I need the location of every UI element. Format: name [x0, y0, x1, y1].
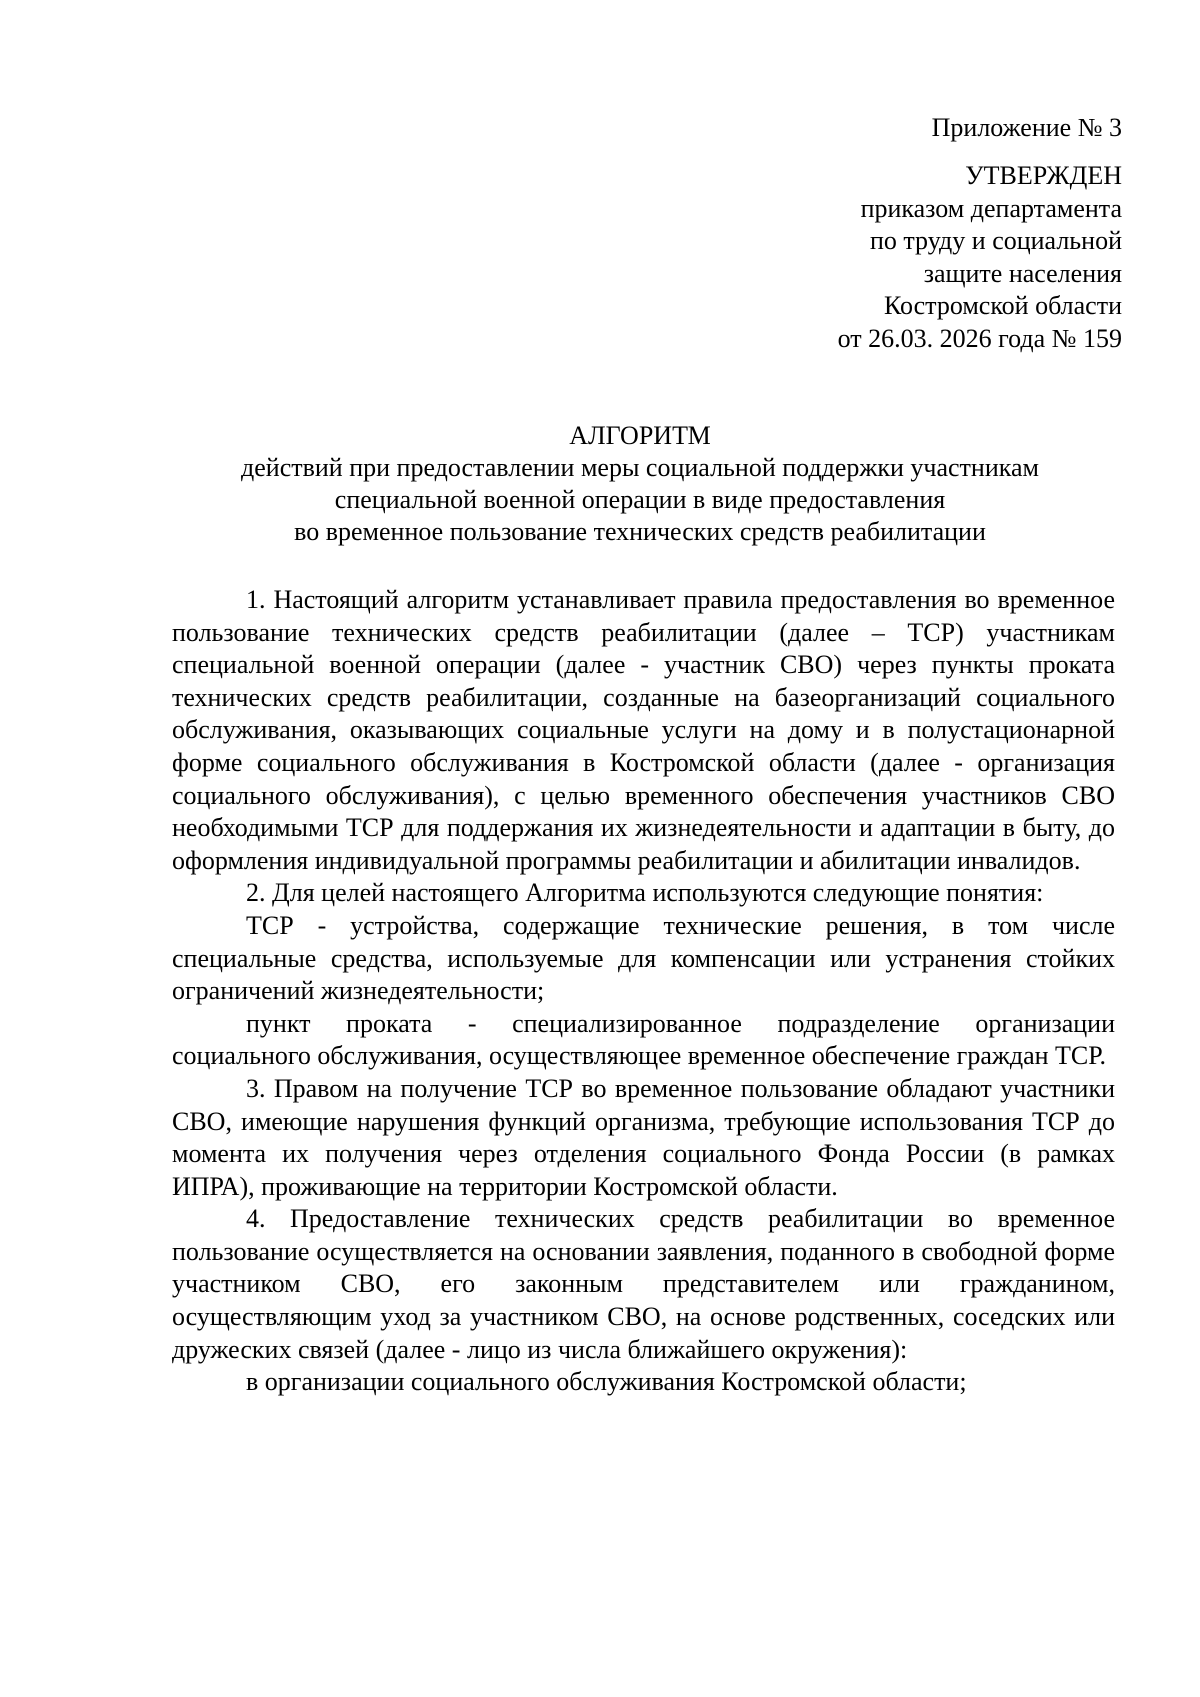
document-subtitle-line: во временное пользование технических средств реабилитации: [294, 517, 986, 546]
paragraph-2: 2. Для целей настоящего Алгоритма используются следующие понятия:: [246, 878, 1044, 908]
document-title: АЛГОРИТМ: [569, 421, 711, 450]
approved-line: Костромской области: [883, 291, 1122, 320]
document-title-block: [160, 420, 1120, 548]
document-subtitle-line: специальной военной операции в виде предоставления: [334, 485, 946, 514]
approved-line: защите населения: [923, 258, 1122, 288]
approved-line: от 26.03. 2026 года № 159: [837, 323, 1122, 353]
approved-line: по труду и социальной: [869, 226, 1122, 255]
document-subtitle-line: действий при предоставлении меры социальной поддержки участникам: [241, 453, 1039, 482]
definition-tsr: ТСР - устройства, содержащие технические решения, в том числе специальные средства, используемые для компенсации или устранения стойких ограничений жизнедеятельности;: [172, 910, 1115, 1006]
approval-stamp-block: [838, 160, 1122, 355]
approved-heading: УТВЕРЖДЕН: [965, 161, 1122, 190]
paragraph-4-item: в организации социального обслуживания Костромской области;: [246, 1367, 967, 1397]
appendix-label: Приложение № 3: [931, 113, 1122, 142]
approved-line: приказом департамента: [860, 193, 1122, 223]
paragraph-1: 1. Настоящий алгоритм устанавливает правила предоставления во временное пользование технических средств реабилитации (далее – ТСР) участникам специальной военной операции (далее - участник СВО) через пункты проката технических средств реабилитации, созданные на базеорганизаций социального обслуживания, оказывающих социальные услуги на дому и в полустационарной форме социального обслуживания в Костромской области (далее - организация социального обслуживания), с целью временного обеспечения участников СВО необходимыми ТСР для поддержания их жизнедеятельности и адаптации в быту, до оформления индивидуальной программы реабилитации и абилитации инвалидов.: [172, 585, 1115, 875]
document-body: [172, 584, 1115, 1399]
paragraph-4: 4. Предоставление технических средств реабилитации во временное пользование осуществляется на основании заявления, поданного в свободной форме участником СВО, его законным представителем или гражданином, осуществляющим уход за участником СВО, на основе родственных, соседских или дружеских связей (далее - лицо из числа ближайшего окружения):: [172, 1204, 1115, 1364]
definition-rental-point: пункт проката - специализированное подразделение организации социального обслуживания, осуществляющее временное обеспечение граждан ТСР.: [172, 1008, 1115, 1071]
paragraph-3: 3. Правом на получение ТСР во временное пользование обладают участники СВО, имеющие нарушения функций организма, требующие использования ТСР до момента их получения через отделения социального Фонда России (в рамках ИПРА), проживающие на территории Костромской области.: [172, 1073, 1115, 1201]
